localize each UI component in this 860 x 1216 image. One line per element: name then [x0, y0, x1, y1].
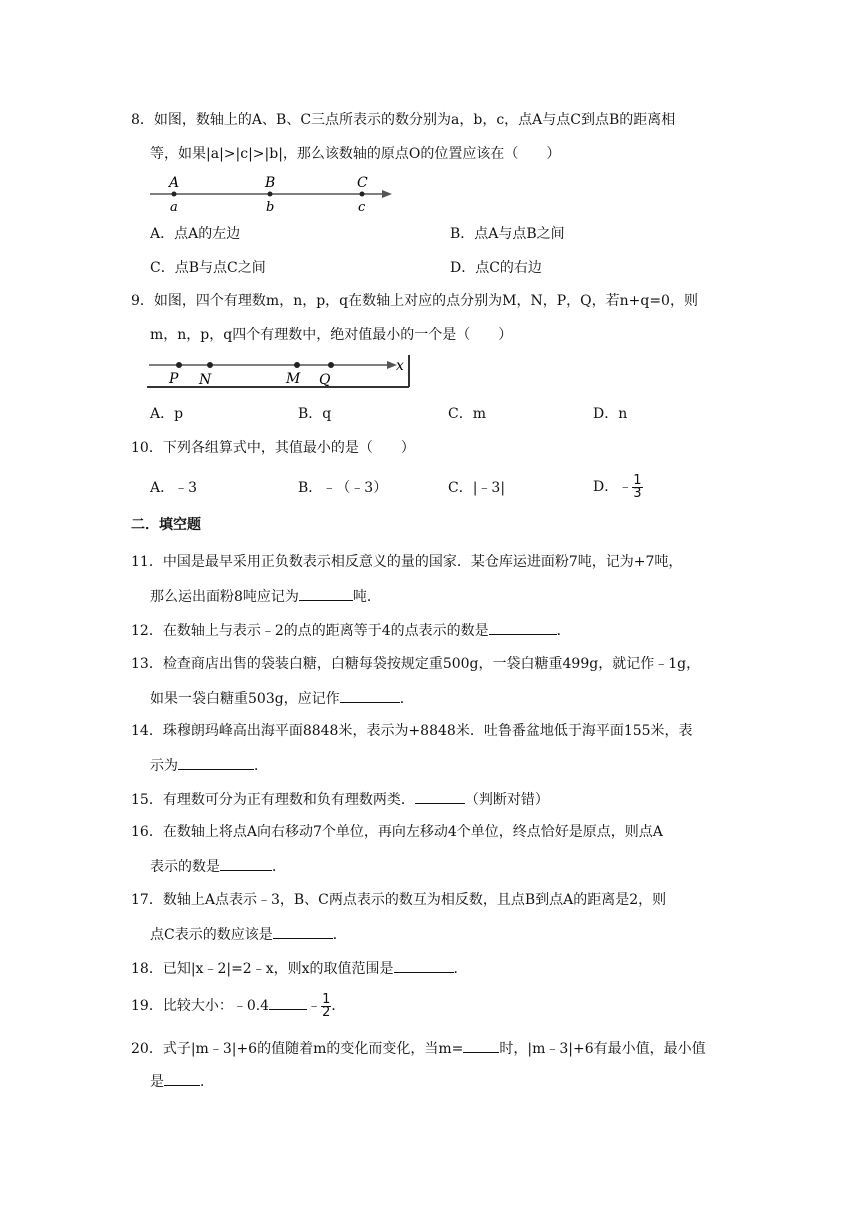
q20-answer-blank-1[interactable] — [463, 1038, 499, 1053]
q8-line2: 等，如果|a|>|c|>|b|，那么该数轴的原点O的位置应该在（ ） — [150, 146, 561, 162]
q9-point-m — [294, 362, 300, 368]
q8-point-c — [360, 192, 365, 197]
q8-label-B: B — [265, 175, 276, 191]
q11-line2: 那么运出面粉8吨应记为 吨． — [150, 586, 381, 607]
q14-line2: 示为 ． — [150, 755, 268, 776]
q9-label-x: x — [396, 358, 404, 374]
q8-option-a: A．点A的左边 — [150, 226, 241, 242]
q19-answer-blank[interactable] — [269, 995, 307, 1010]
q9-point-p — [176, 362, 182, 368]
q17-answer-blank[interactable] — [273, 924, 333, 939]
q8-axis-arrow — [382, 190, 392, 198]
q13-line2: 如果一袋白糖重503g，应记作 ． — [150, 688, 414, 709]
q9-label-N: N — [199, 372, 212, 388]
q8-option-c: C．点B与点C之间 — [150, 260, 266, 276]
q8-number-line — [148, 172, 394, 214]
q12-answer-blank[interactable] — [489, 620, 557, 635]
q16-line1: 16．在数轴上将点A向右移动7个单位，再向左移动4个单位，终点恰好是原点，则点A — [131, 824, 663, 840]
q18-line: 18．已知|x﹣2|=2﹣x，则x的取值范围是 ． — [131, 958, 468, 979]
q8-number: 8． — [131, 112, 154, 128]
q9-option-b: B．q — [298, 406, 332, 422]
q15-answer-blank[interactable] — [415, 789, 465, 804]
q11-answer-blank[interactable] — [299, 586, 353, 601]
q15-line: 15．有理数可分为正有理数和负有理数两类． （判断对错） — [131, 789, 549, 810]
q9-number-line — [147, 353, 413, 389]
q20-line2: 是 ． — [150, 1071, 214, 1092]
q9-label-P: P — [169, 371, 179, 387]
q10-option-c: C．|﹣3| — [448, 480, 506, 496]
q18-answer-blank[interactable] — [394, 958, 454, 973]
q8-label-c: c — [358, 200, 366, 214]
q13-answer-blank[interactable] — [340, 688, 400, 703]
section-fill-in-title: 二．填空题 — [131, 517, 201, 533]
q8-label-a: a — [170, 200, 178, 214]
q10-option-d: D．﹣ $\frac{1}{3}$ — [593, 472, 642, 501]
q13-line1: 13．检查商店出售的袋装白糖，白糖每袋按规定重500g，一袋白糖重499g，就记作﹣1g， — [131, 656, 701, 672]
q17-line2: 点C表示的数应该是 ． — [150, 924, 347, 945]
q10-line — [131, 438, 415, 458]
q9-number: 9． — [131, 293, 154, 309]
q8-point-b — [268, 192, 273, 197]
q8-stem-1: 如图，数轴上的A、B、C三点所表示的数分别为a，b，c，点A与点C到点B的距离相 — [153, 112, 676, 128]
q8-point-a — [172, 192, 177, 197]
q16-answer-blank[interactable] — [220, 856, 272, 871]
q19-line: 19．比较大小：﹣0.4 ﹣ $\frac{1}{2}$ ． — [131, 991, 346, 1020]
q9-label-Q: Q — [319, 372, 331, 388]
q11-line1: 11．中国是最早采用正负数表示相反意义的量的国家．某仓库运进面粉7吨，记为+7吨， — [131, 554, 683, 570]
q14-answer-blank[interactable] — [178, 755, 254, 770]
q10-fraction: $\frac{1}{3}$ — [633, 472, 642, 501]
q20-line1: 20．式子|m﹣3|+6的值随着m的变化而变化，当m= 时，|m﹣3|+6有最小值，最小值 — [131, 1038, 706, 1059]
q9-point-q — [328, 362, 334, 368]
q9-line2: m，n，p，q四个有理数中，绝对值最小的一个是（ ） — [150, 327, 513, 343]
q9-line1 — [131, 291, 698, 311]
q16-line2: 表示的数是 ． — [150, 856, 286, 877]
q8-line1 — [131, 110, 675, 130]
q8-label-C: C — [357, 175, 368, 191]
q9-label-M: M — [286, 371, 301, 387]
q10-option-a: A．﹣3 — [150, 480, 198, 496]
q9-option-c: C．m — [448, 406, 486, 422]
q9-point-n — [207, 362, 213, 368]
q17-line1: 17．数轴上A点表示﹣3，B、C两点表示的数互为相反数，且点B到点A的距离是2，则 — [131, 892, 667, 908]
q8-label-b: b — [266, 200, 275, 214]
q9-option-d: D．n — [593, 406, 628, 422]
q8-label-A: A — [169, 175, 180, 191]
q8-option-d: D．点C的右边 — [450, 260, 542, 276]
q19-fraction: $\frac{1}{2}$ — [322, 991, 331, 1020]
q20-answer-blank-2[interactable] — [164, 1071, 200, 1086]
q14-line1: 14．珠穆朗玛峰高出海平面8848米，表示为+8848米．吐鲁番盆地低于海平面155米，表 — [131, 723, 693, 739]
q10-stem: 下列各组算式中，其值最小的是（ ） — [162, 440, 415, 456]
q10-number: 10． — [131, 440, 163, 456]
q12-line: 12．在数轴上与表示﹣2的点的距离等于4的点表示的数是 ． — [131, 620, 571, 641]
q10-option-b: B．﹣（﹣3） — [298, 480, 388, 496]
q9-stem-1: 如图，四个有理数m，n，p，q在数轴上对应的点分别为M，N，P，Q，若n+q=0，则 — [153, 293, 698, 309]
q9-option-a: A．p — [150, 406, 184, 422]
q8-option-b: B．点A与点B之间 — [450, 226, 565, 242]
